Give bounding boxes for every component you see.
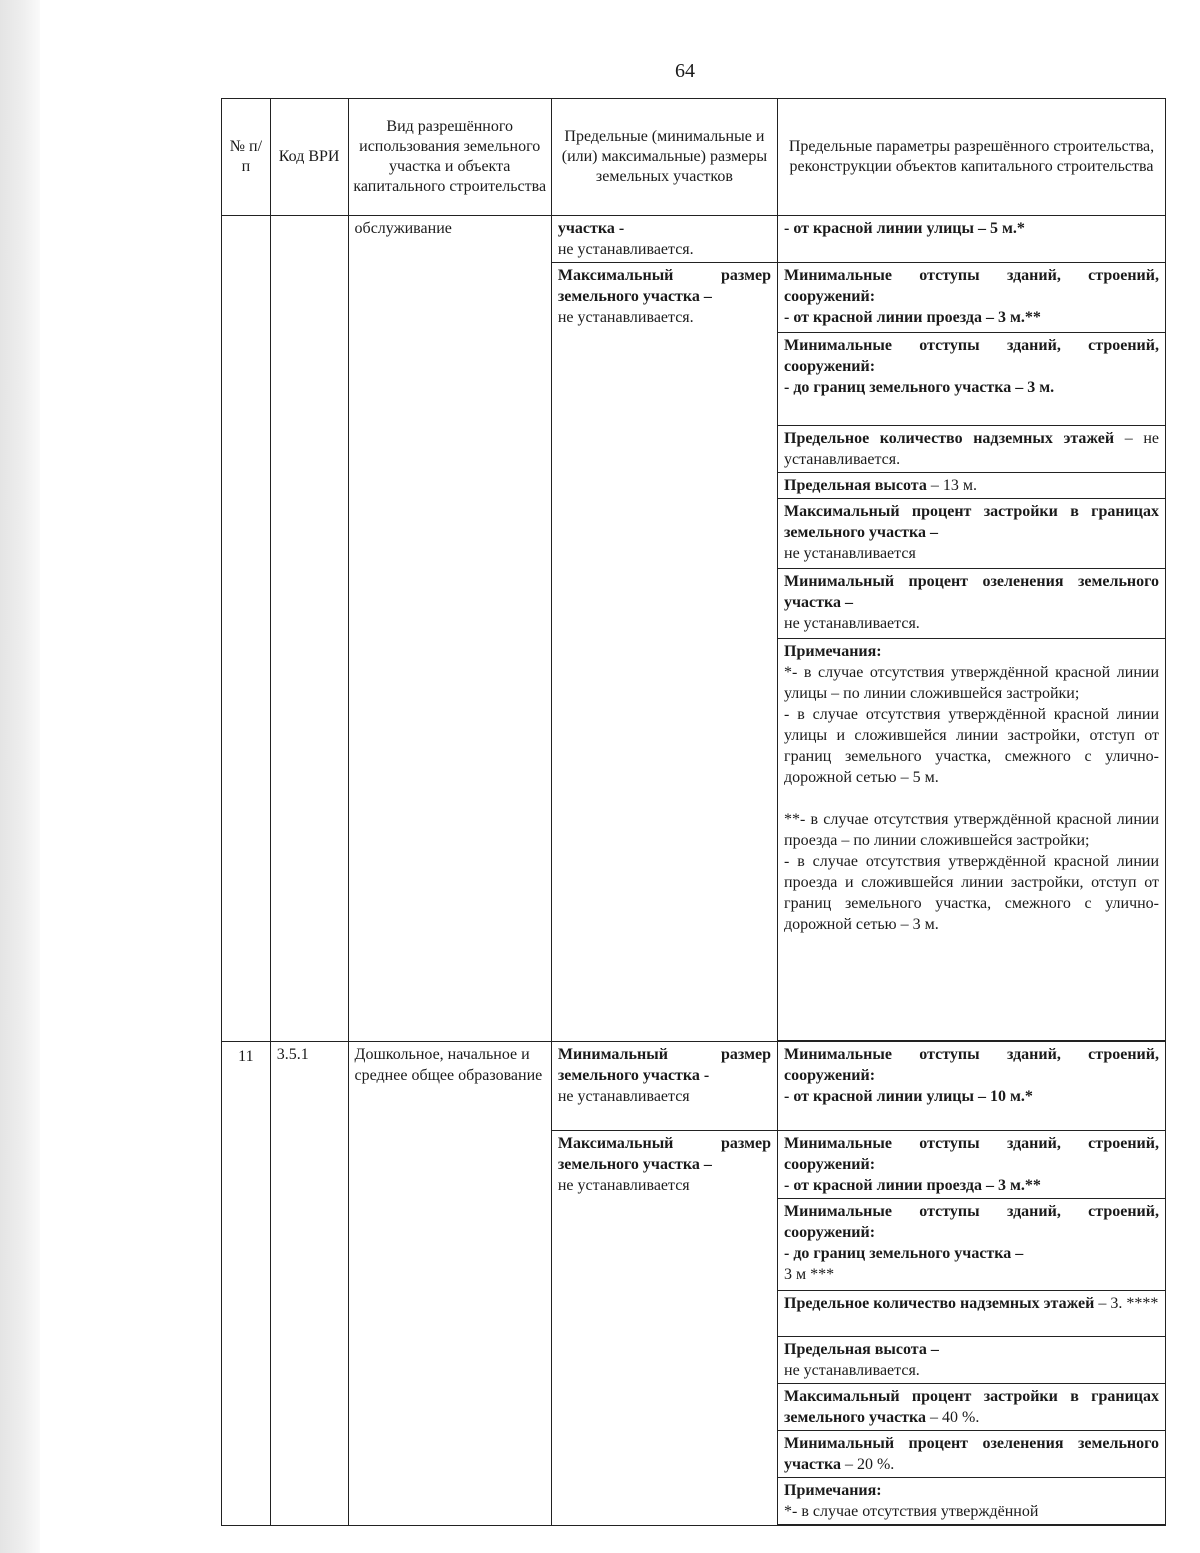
cell-size-min-prev bbox=[551, 216, 777, 263]
notes-cell bbox=[778, 1478, 1166, 1525]
param-floors bbox=[778, 1291, 1166, 1337]
cell-type: Дошкольное, начальное и среднее общее образование bbox=[348, 1042, 551, 1526]
cell-type-prev: обслуживание bbox=[348, 216, 551, 1042]
param-text: – 20 %. bbox=[844, 1456, 895, 1473]
param-label: Максимальный процент застройки в границах земельного участка – bbox=[784, 503, 1159, 541]
param-build-percent bbox=[778, 1384, 1166, 1431]
param-text: - от красной линии проезда – 3 м.** bbox=[784, 1177, 1041, 1194]
header-params: Предельные параметры разрешённого строительства, реконструкции объектов капитального строительства bbox=[778, 99, 1166, 216]
note-text: **- в случае отсутствия утверждённой красной линии проезда – по линии сложившейся застройки; bbox=[784, 811, 1159, 849]
param-label: Предельная высота – bbox=[784, 1341, 939, 1358]
param-green-percent bbox=[778, 569, 1166, 639]
param-label: Минимальные отступы зданий, строений, сооружений: bbox=[784, 337, 1159, 375]
size-max-label: Максимальный размер земельного участка – bbox=[557, 267, 771, 305]
size-min-label: Минимальный размер земельного участка - bbox=[557, 1046, 771, 1084]
param-label: Минимальный процент озеленения земельного участка – bbox=[784, 573, 1159, 611]
cell-size-max bbox=[551, 1131, 777, 1526]
size-min-label: участка - bbox=[557, 220, 625, 237]
param-text: – 13 м. bbox=[930, 477, 977, 494]
param-setback-passage bbox=[778, 1131, 1166, 1199]
param-text: - до границ земельного участка – 3 м. bbox=[784, 379, 1055, 396]
cell-size-min bbox=[551, 1042, 777, 1131]
header-sizes: Предельные (минимальные и (или) максимальные) размеры земельных участков bbox=[551, 99, 777, 216]
notes-cell bbox=[778, 639, 1166, 1041]
size-max-value: не устанавливается bbox=[557, 1177, 690, 1194]
scan-edge-shadow bbox=[0, 0, 40, 1553]
size-min-value: не устанавливается bbox=[557, 1088, 690, 1105]
param-text: – не устанавливается. bbox=[784, 430, 1159, 468]
param-text: – 3. **** bbox=[1098, 1295, 1159, 1312]
cell-num: 11 bbox=[222, 1042, 271, 1526]
header-type: Вид разрешённого использования земельного участка и объекта капитального строительства bbox=[348, 99, 551, 216]
cell-size-max-prev bbox=[551, 263, 777, 1042]
param-label: Предельное количество надземных этажей bbox=[784, 430, 1115, 447]
param-text: не устанавливается bbox=[784, 545, 916, 562]
param-label: Максимальный процент застройки в границах земельного участка bbox=[784, 1388, 1159, 1426]
note-text: - в случае отсутствия утверждённой красной линии проезда и сложившейся линии застройки, отступ от границ земельного участка, смежного с улично-дорожной сетью – 3 м. bbox=[784, 853, 1159, 933]
cell-code: 3.5.1 bbox=[270, 1042, 348, 1526]
table-header-row bbox=[222, 99, 1166, 216]
param-text: не устанавливается. bbox=[784, 1362, 920, 1379]
param-build-percent bbox=[778, 499, 1166, 569]
param-label: Предельная высота bbox=[784, 477, 927, 494]
header-num: № п/п bbox=[222, 99, 271, 216]
size-min-value: не устанавливается. bbox=[557, 241, 694, 258]
note-text: *- в случае отсутствия утверждённой bbox=[784, 1503, 1039, 1520]
zoning-parameters-table bbox=[221, 98, 1166, 1526]
page-number: 64 bbox=[675, 60, 695, 82]
notes-label: Примечания: bbox=[784, 643, 882, 660]
param-label: Минимальный процент озеленения земельного участка bbox=[784, 1435, 1159, 1473]
size-max-value: не устанавливается. bbox=[557, 309, 694, 326]
param-floors bbox=[778, 426, 1166, 473]
cell-num-prev bbox=[222, 216, 271, 1042]
notes-label: Примечания: bbox=[784, 1482, 882, 1499]
param-height bbox=[778, 1337, 1166, 1384]
header-code: Код ВРИ bbox=[270, 99, 348, 216]
table-row bbox=[222, 216, 1166, 263]
param-red-line-street bbox=[778, 216, 1166, 263]
param-text: – 40 %. bbox=[930, 1409, 980, 1426]
param-label: Минимальные отступы зданий, строений, сооружений: bbox=[784, 267, 1159, 305]
param-green-percent bbox=[778, 1431, 1166, 1478]
param-setback-boundary bbox=[778, 1199, 1166, 1291]
param-text-cont: 3 м *** bbox=[784, 1266, 835, 1283]
param-text: - от красной линии улицы – 10 м.* bbox=[784, 1088, 1033, 1105]
param-setback-street bbox=[778, 1042, 1166, 1131]
param-label: Минимальные отступы зданий, строений, сооружений: bbox=[784, 1135, 1159, 1173]
param-setback-passage bbox=[778, 263, 1166, 333]
param-height bbox=[778, 473, 1166, 499]
note-text: - в случае отсутствия утверждённой красной линии улицы и сложившейся линии застройки, отступ от границ земельного участка, смежного с улично-дорожной сетью – 5 м. bbox=[784, 706, 1159, 786]
note-text: *- в случае отсутствия утверждённой красной линии улицы – по линии сложившейся застройки; bbox=[784, 664, 1159, 702]
table-row bbox=[222, 1042, 1166, 1131]
param-setback-boundary bbox=[778, 333, 1166, 426]
param-label: Минимальные отступы зданий, строений, сооружений: bbox=[784, 1046, 1159, 1084]
cell-code-prev bbox=[270, 216, 348, 1042]
param-text: - от красной линии проезда – 3 м.** bbox=[784, 309, 1041, 326]
size-max-label: Максимальный размер земельного участка – bbox=[557, 1135, 771, 1173]
param-label: Предельное количество надземных этажей bbox=[784, 1295, 1095, 1312]
param-text: не устанавливается. bbox=[784, 615, 920, 632]
param-text: - от красной линии улицы – 5 м.* bbox=[784, 220, 1025, 237]
param-label: Минимальные отступы зданий, строений, сооружений: bbox=[784, 1203, 1159, 1241]
param-text: - до границ земельного участка – bbox=[784, 1245, 1024, 1262]
